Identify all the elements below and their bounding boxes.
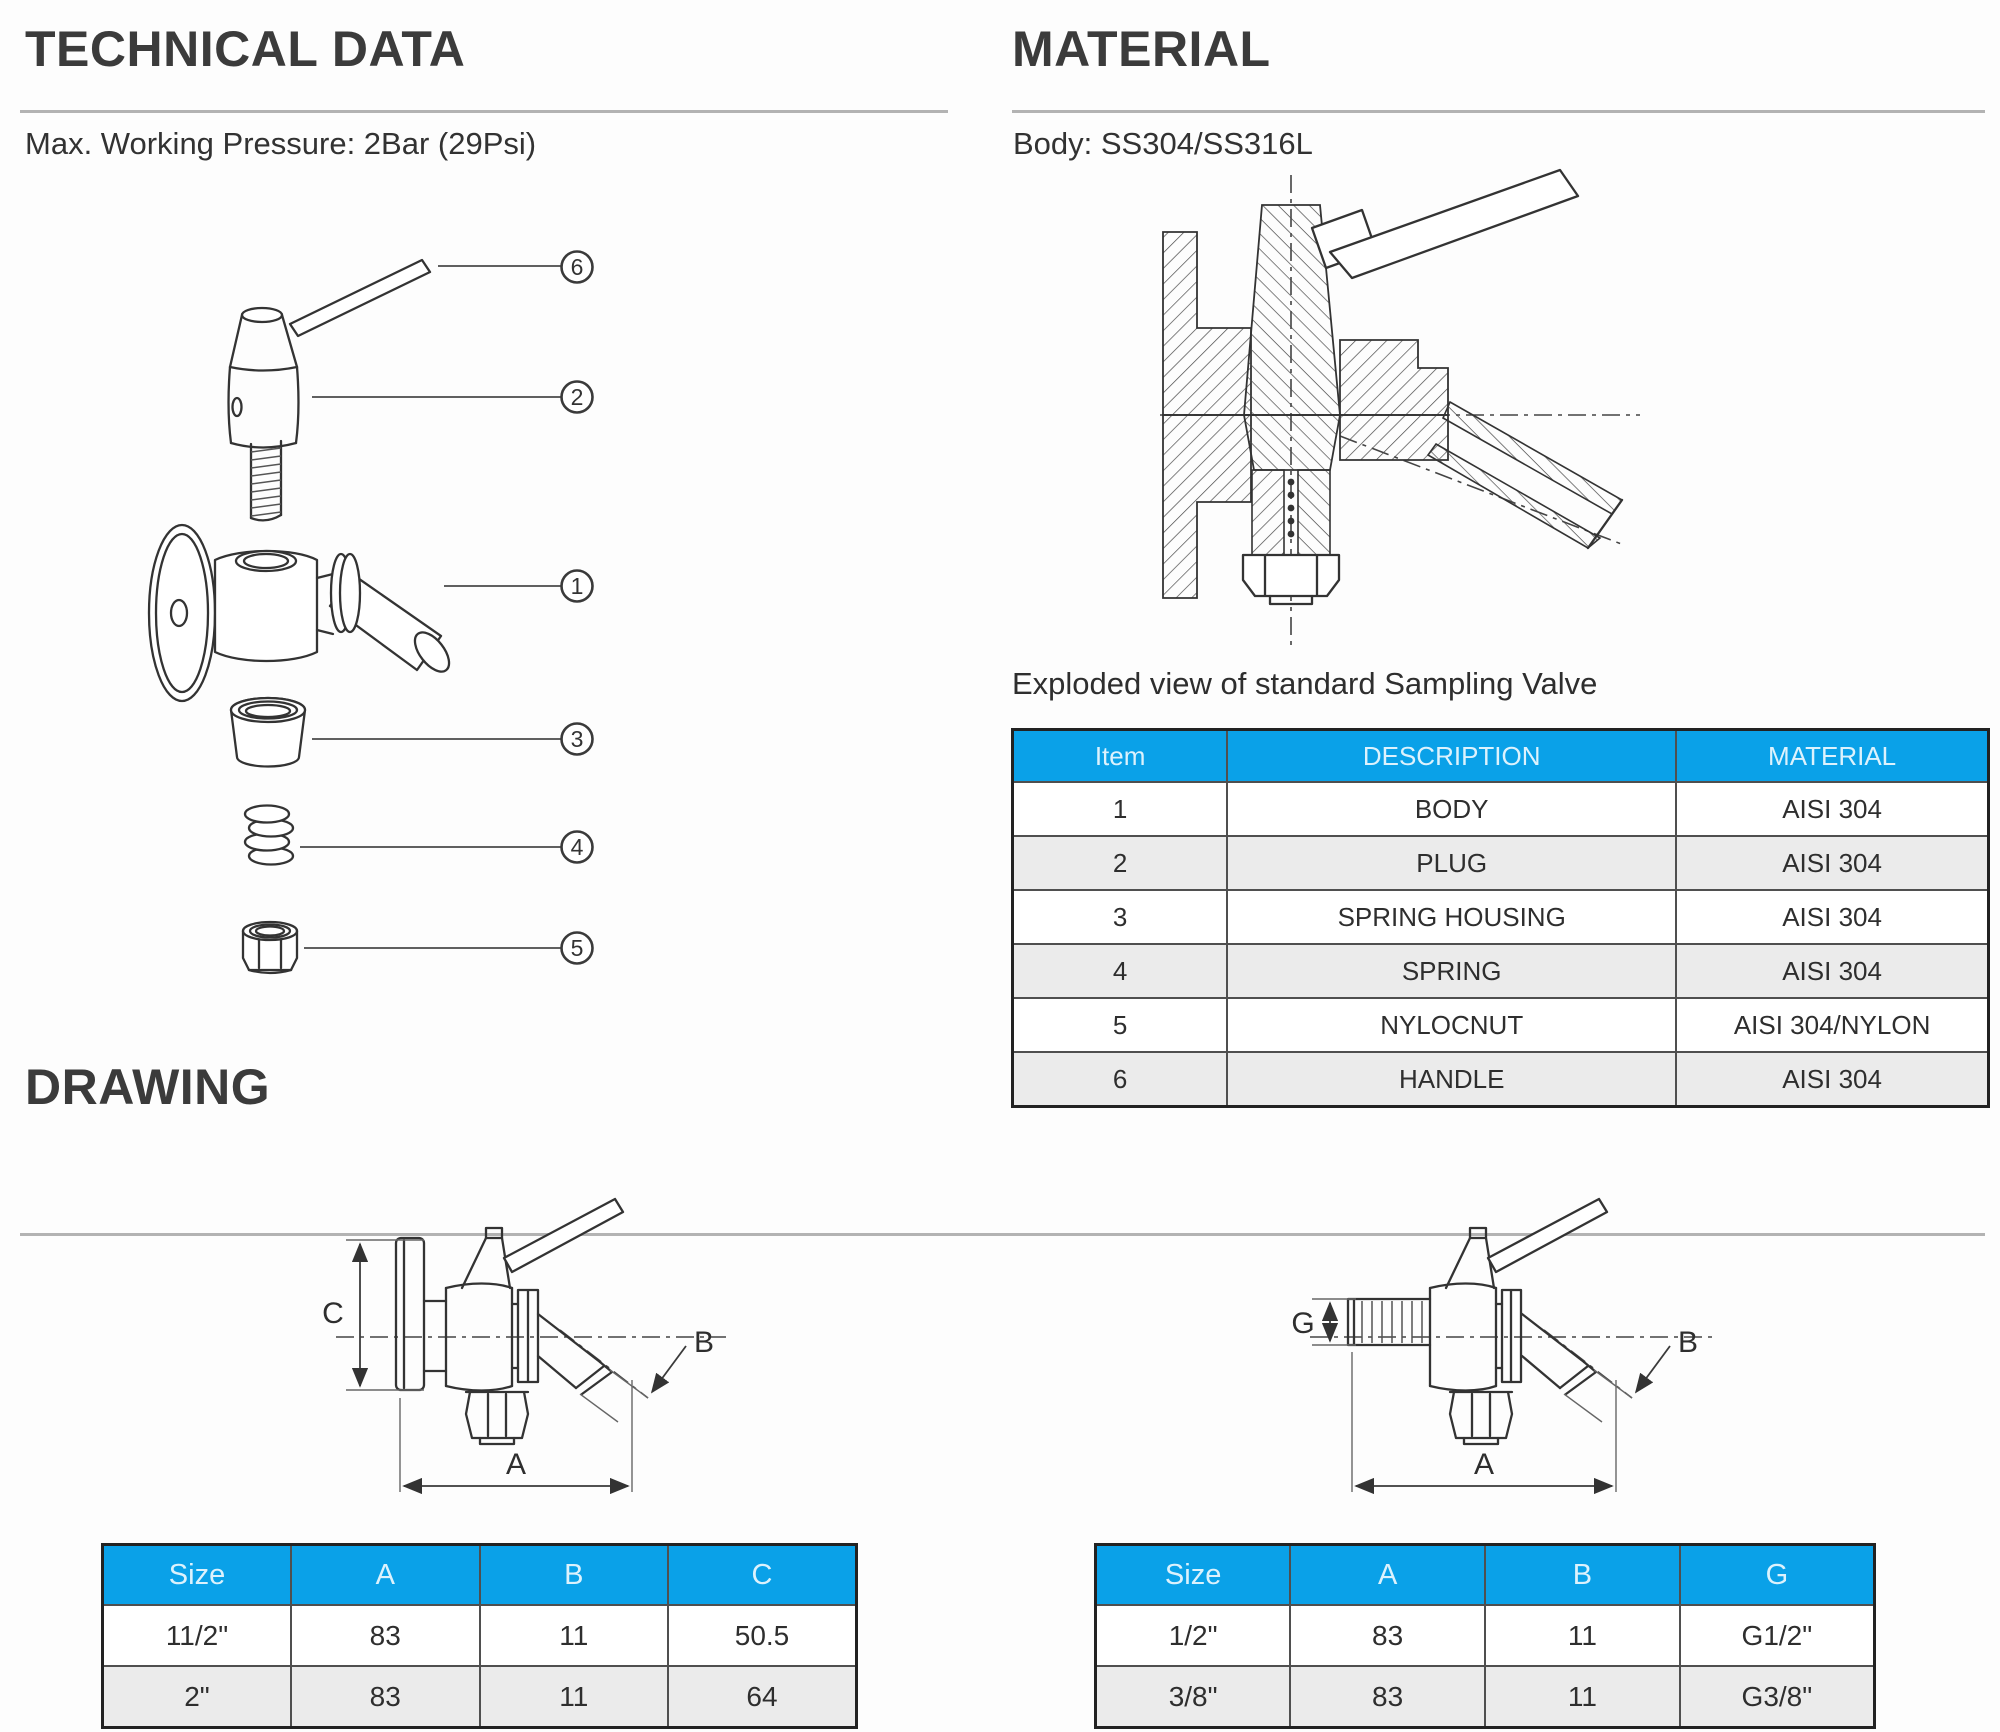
dimension-a [400, 1380, 632, 1492]
table-row [103, 1666, 857, 1728]
handle-part [290, 260, 430, 336]
spout-wall-upper [1443, 402, 1622, 514]
table-row [1013, 998, 1989, 1052]
dimension-drawing-threaded [1291, 1190, 1720, 1500]
cell-g: G1/2" [1680, 1605, 1875, 1666]
body-part [149, 525, 456, 701]
cell-b: 11 [1485, 1605, 1680, 1666]
exploded-view-drawing [140, 250, 610, 980]
cell-item: 5 [1013, 998, 1228, 1052]
dimension-a [1352, 1352, 1616, 1492]
callout-2 [562, 382, 593, 413]
col-header-b: B [480, 1545, 669, 1606]
col-header-c: C [668, 1545, 857, 1606]
section-title-technical-data: TECHNICAL DATA [25, 21, 466, 77]
threaded-dimension-table [1094, 1543, 1876, 1729]
dimension-table-header-row [1096, 1545, 1875, 1606]
section-title-drawing: DRAWING [25, 1059, 271, 1115]
callout-6 [562, 252, 593, 283]
table-row [1013, 1052, 1989, 1107]
cell-c: 64 [668, 1666, 857, 1728]
nylocnut-part [243, 922, 297, 973]
callout-number: 6 [570, 254, 584, 280]
valve-outline [396, 1199, 623, 1444]
exploded-view-caption: Exploded view of standard Sampling Valve [1012, 666, 1598, 701]
col-header-a: A [1290, 1545, 1485, 1606]
cell-b: 11 [480, 1605, 669, 1666]
callout-5 [562, 933, 593, 964]
table-row [1013, 782, 1989, 836]
callout-number: 3 [570, 726, 584, 752]
dim-label-g: G [1291, 1307, 1315, 1340]
body-material-text: Body: SS304/SS316L [1013, 126, 1313, 161]
table-row [1013, 890, 1989, 944]
cell-a: 83 [1290, 1666, 1485, 1728]
callout-number: 1 [570, 573, 584, 599]
cell-a: 83 [1290, 1605, 1485, 1666]
dimension-c [322, 1240, 424, 1390]
dimension-b [1564, 1326, 1698, 1422]
cell-material: AISI 304/NYLON [1676, 998, 1988, 1052]
divider-material [1012, 110, 1985, 113]
cross-section-drawing [1128, 165, 1643, 660]
materials-table [1011, 728, 1990, 1108]
col-header-b: B [1485, 1545, 1680, 1606]
callout-number: 4 [570, 834, 584, 860]
col-header-a: A [291, 1545, 480, 1606]
dimension-drawing-clamp [320, 1190, 740, 1500]
cell-description: SPRING [1227, 944, 1676, 998]
spring-housing-part [231, 698, 305, 766]
divider-technical-data [20, 110, 948, 113]
cell-description: HANDLE [1227, 1052, 1676, 1107]
body-section-upper [1340, 340, 1448, 415]
dim-label-b: B [1678, 1326, 1699, 1359]
cell-item: 2 [1013, 836, 1228, 890]
cell-size: 3/8" [1096, 1666, 1291, 1728]
col-header-size: Size [103, 1545, 292, 1606]
cell-a: 83 [291, 1605, 480, 1666]
max-working-pressure-text: Max. Working Pressure: 2Bar (29Psi) [25, 126, 537, 161]
table-row [1096, 1605, 1875, 1666]
flange-section-lower [1163, 415, 1251, 598]
flange-section-upper [1163, 232, 1251, 415]
housing-section-left [1252, 470, 1284, 555]
cell-description: SPRING HOUSING [1227, 890, 1676, 944]
callout-3 [562, 724, 593, 755]
materials-table-header-row [1013, 730, 1989, 783]
col-header-description: DESCRIPTION [1227, 730, 1676, 783]
table-row [103, 1605, 857, 1666]
col-header-g: G [1680, 1545, 1875, 1606]
cell-material: AISI 304 [1676, 1052, 1988, 1107]
cell-material: AISI 304 [1676, 944, 1988, 998]
cell-description: PLUG [1227, 836, 1676, 890]
dim-label-b: B [694, 1326, 715, 1359]
cell-material: AISI 304 [1676, 836, 1988, 890]
dim-label-a: A [1473, 1448, 1495, 1481]
callout-number: 2 [570, 384, 584, 410]
section-title-material: MATERIAL [1012, 21, 1271, 77]
cell-a: 83 [291, 1666, 480, 1728]
cell-item: 3 [1013, 890, 1228, 944]
spout-wall-lower [1428, 444, 1600, 548]
housing-section-right [1298, 470, 1330, 555]
cell-b: 11 [1485, 1666, 1680, 1728]
cell-description: NYLOCNUT [1227, 998, 1676, 1052]
clamp-dimension-table [101, 1543, 858, 1729]
col-header-material: MATERIAL [1676, 730, 1988, 783]
cell-g: G3/8" [1680, 1666, 1875, 1728]
cell-description: BODY [1227, 782, 1676, 836]
table-row [1013, 944, 1989, 998]
plug-section-lower [1244, 415, 1340, 470]
cell-size: 11/2" [103, 1605, 292, 1666]
plug-part [229, 308, 299, 520]
spring-part [245, 806, 293, 865]
cell-item: 6 [1013, 1052, 1228, 1107]
callout-4 [562, 832, 593, 863]
cell-material: AISI 304 [1676, 890, 1988, 944]
cell-size: 1/2" [1096, 1605, 1291, 1666]
table-row [1013, 836, 1989, 890]
dimension-b [580, 1326, 714, 1422]
table-row [1096, 1666, 1875, 1728]
dim-label-c: C [322, 1297, 344, 1330]
cell-c: 50.5 [668, 1605, 857, 1666]
col-header-item: Item [1013, 730, 1228, 783]
dimension-table-header-row [103, 1545, 857, 1606]
dimension-g [1291, 1299, 1356, 1345]
cell-item: 4 [1013, 944, 1228, 998]
nut-section [1243, 555, 1339, 604]
cell-b: 11 [480, 1666, 669, 1728]
callout-number: 5 [570, 935, 584, 961]
cell-size: 2" [103, 1666, 292, 1728]
cell-item: 1 [1013, 782, 1228, 836]
dim-label-a: A [505, 1448, 527, 1481]
col-header-size: Size [1096, 1545, 1291, 1606]
callout-1 [562, 571, 593, 602]
cell-material: AISI 304 [1676, 782, 1988, 836]
valve-outline [1348, 1199, 1607, 1444]
